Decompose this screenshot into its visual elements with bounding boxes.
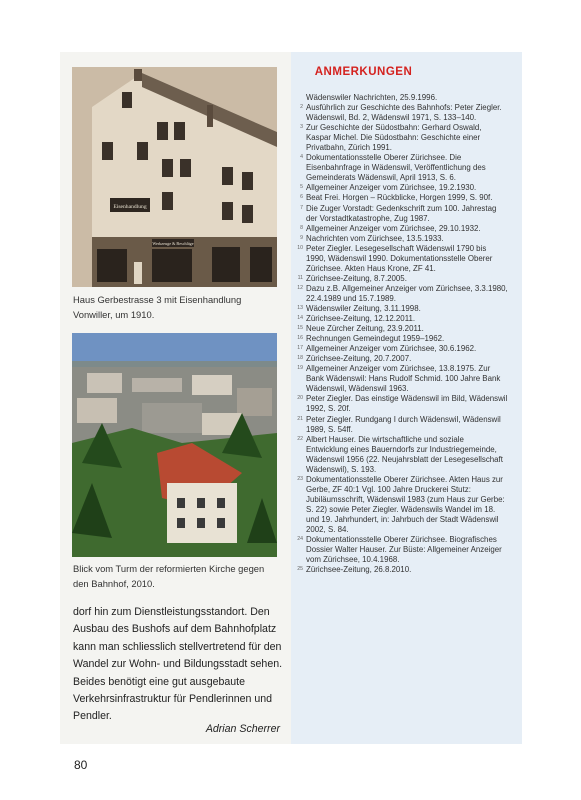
- note-number: 17: [297, 345, 303, 352]
- note-text: Peter Ziegler. Lesegesellschaft Wädenswil 1790 bis 1990, Wädenswil 1990. Dokumentationsstelle Oberer Zürichsee. Akten Haus Krone, ZF 41.: [306, 243, 493, 273]
- note-number: 4: [300, 154, 303, 161]
- note-number: 7: [300, 204, 303, 211]
- note-number: 15: [297, 325, 303, 332]
- note-item: [292, 354, 508, 364]
- shop-sign-2-text: Werkzeuge & Beschläge: [152, 241, 194, 246]
- note-item: [292, 304, 508, 314]
- note-number: 19: [297, 365, 303, 372]
- note-item: [292, 284, 508, 304]
- note-item: [292, 244, 508, 274]
- aerial-illustration: [72, 333, 277, 557]
- note-text: Zürichsee-Zeitung, 12.12.2011.: [306, 314, 416, 324]
- aerial-station-photo: [72, 333, 277, 557]
- note-number: 2: [300, 104, 303, 111]
- note-number: 11: [297, 274, 303, 281]
- note-item: [292, 415, 508, 435]
- note-text: Ausführlich zur Geschichte des Bahnhofs: Peter Ziegler. Wädenswil, Bd. 2, Wädenswil 1971, S. 133–140.: [306, 103, 502, 123]
- note-text: Dokumentationsstelle Oberer Zürichsee. Die Eisenbahnfrage in Wädenswil, Veröffentlichung des Gemeinderats Wädenswil, April 1913, S. 6.: [306, 153, 486, 183]
- note-number: 6: [300, 194, 303, 201]
- note-text: Wädenswiler Zeitung, 3.11.1998.: [306, 303, 421, 313]
- note-text: Wädenswiler Nachrichten, 25.9.1996.: [306, 93, 438, 102]
- note-text: Die Zuger Vorstadt: Gedenkschrift zum 100. Jahrestag der Vorstadtkatastrophe, Zug 1987.: [306, 203, 497, 223]
- page-number: 80: [74, 758, 88, 772]
- note-item: [292, 204, 508, 224]
- note-number: 12: [297, 284, 303, 291]
- note-text: Allgemeiner Anzeiger vom Zürichsee, 19.2.1930.: [306, 183, 477, 193]
- body-paragraph: dorf hin zum Dienstleistungsstandort. Den Ausbau des Bushofs auf dem Bahnhofplatz kann man schliesslich stellvertretend für den Wandel zur Wohn- und Bildungsstadt sehen. Beides benötigt eine gut ausgebaute Verkehrsinfrastruktur für Pendlerinnen und Pendler.: [73, 606, 283, 723]
- note-text: Allgemeiner Anzeiger vom Zürichsee, 29.10.1932.: [306, 223, 481, 233]
- note-number: 9: [300, 234, 303, 241]
- note-text: Beat Frei. Horgen – Rückblicke, Horgen 1999, S. 90f.: [306, 193, 493, 203]
- note-text: Peter Ziegler. Rundgang I durch Wädenswil, Wädenswil 1989, S. 54ff.: [306, 414, 501, 434]
- note-number: 20: [297, 395, 303, 402]
- note-item: [292, 394, 508, 414]
- note-text: Dokumentationsstelle Oberer Zürichsee. Akten Haus zur Gerbe, ZF 40:1 Vgl. 100 Jahre Druckerei Stutz: Jubiläumsschrift, Wädenswil 1983 (zum Haus zur Gerbe: S. 22) sowie Peter Ziegler. Wädenswils Wandel im 18. und 19. Jahrhundert, in: Jahrbuch der Stadt Wädenswil 2002, S. 84.: [306, 474, 505, 535]
- notes-list: [292, 93, 508, 575]
- note-item: [292, 344, 508, 354]
- note-item: [292, 103, 508, 123]
- note-item: [292, 314, 508, 324]
- note-number: 21: [297, 415, 303, 422]
- note-text: Zur Geschichte der Südostbahn: Gerhard Oswald, Kaspar Michel. Die Südostbahn: Geschichte einer Privatbahn, Zürich 1991.: [306, 123, 482, 153]
- note-item: [292, 334, 508, 344]
- note-number: 3: [300, 124, 303, 131]
- note-item: [292, 324, 508, 334]
- note-number: 5: [300, 184, 303, 191]
- note-number: 13: [297, 304, 303, 311]
- note-number: 25: [297, 566, 303, 573]
- note-item: [292, 153, 508, 183]
- note-number: 16: [297, 335, 303, 342]
- note-text: Rechnungen Gemeindegut 1959–1962.: [306, 334, 445, 344]
- note-number: 22: [297, 435, 303, 442]
- note-item: [292, 123, 508, 153]
- note-text: Peter Ziegler. Das einstige Wädenswil im Bild, Wädenswil 1992, S. 20f.: [306, 394, 508, 414]
- figure-caption: Blick vom Turm der reformierten Kirche gegen den Bahnhof, 2010.: [73, 563, 265, 589]
- note-item: [292, 183, 508, 193]
- note-text: Dazu z.B. Allgemeiner Anzeiger vom Zürichsee, 3.3.1980, 22.4.1989 und 15.7.1989.: [306, 283, 508, 303]
- note-item: [292, 193, 508, 203]
- note-item: [292, 475, 508, 535]
- note-text: Allgemeiner Anzeiger vom Zürichsee, 13.8.1975. Zur Bank Wädenswil: Hans Rudolf Schmid. 100 Jahre Bank Wädenswil, Wädenswil 1963.: [306, 364, 501, 394]
- note-number: 8: [300, 224, 303, 231]
- notes-heading: ANMERKUNGEN: [314, 66, 413, 78]
- figure-caption: Haus Gerbestrasse 3 mit Eisenhandlung Vonwiller, um 1910.: [73, 294, 242, 320]
- note-text: Albert Hauser. Die wirtschaftliche und soziale Entwicklung eines Bauerndorfs zur Industriegemeinde, Wädenswil 1956 (22. Neujahrsblatt der Lesegesellschaft Wädenswil), S. 193.: [306, 434, 503, 474]
- note-text: Dokumentationsstelle Oberer Zürichsee. Biografisches Dossier Walter Hauser. Zur Büste: Allgemeiner Anzeiger vom Zürichsee, 10.4.1968.: [306, 535, 502, 565]
- note-text: Allgemeiner Anzeiger vom Zürichsee, 30.6.1962.: [306, 344, 477, 354]
- note-item: [292, 234, 508, 244]
- author-signature: Adrian Scherrer: [205, 723, 280, 735]
- note-text: Nachrichten vom Zürichsee, 13.5.1933.: [306, 233, 444, 243]
- note-item: [292, 224, 508, 234]
- note-text: Zürichsee-Zeitung, 20.7.2007.: [306, 354, 412, 364]
- shop-sign-1-text: Eisenhandlung: [113, 204, 147, 210]
- note-number: 14: [297, 315, 303, 322]
- note-item: [292, 93, 508, 103]
- note-item: [292, 435, 508, 475]
- note-number: 10: [297, 244, 303, 251]
- note-number: 18: [297, 355, 303, 362]
- note-text: Zürichsee-Zeitung, 8.7.2005.: [306, 273, 407, 283]
- note-item: [292, 274, 508, 284]
- note-item: [292, 535, 508, 565]
- house-illustration: [72, 67, 277, 287]
- note-text: Neue Zürcher Zeitung, 23.9.2011.: [306, 324, 424, 334]
- note-number: 23: [297, 475, 303, 482]
- note-text: Zürichsee-Zeitung, 26.8.2010.: [306, 565, 412, 575]
- note-number: 24: [297, 536, 303, 543]
- note-item: [292, 364, 508, 394]
- historic-house-photo: [72, 67, 277, 287]
- note-item: [292, 565, 508, 575]
